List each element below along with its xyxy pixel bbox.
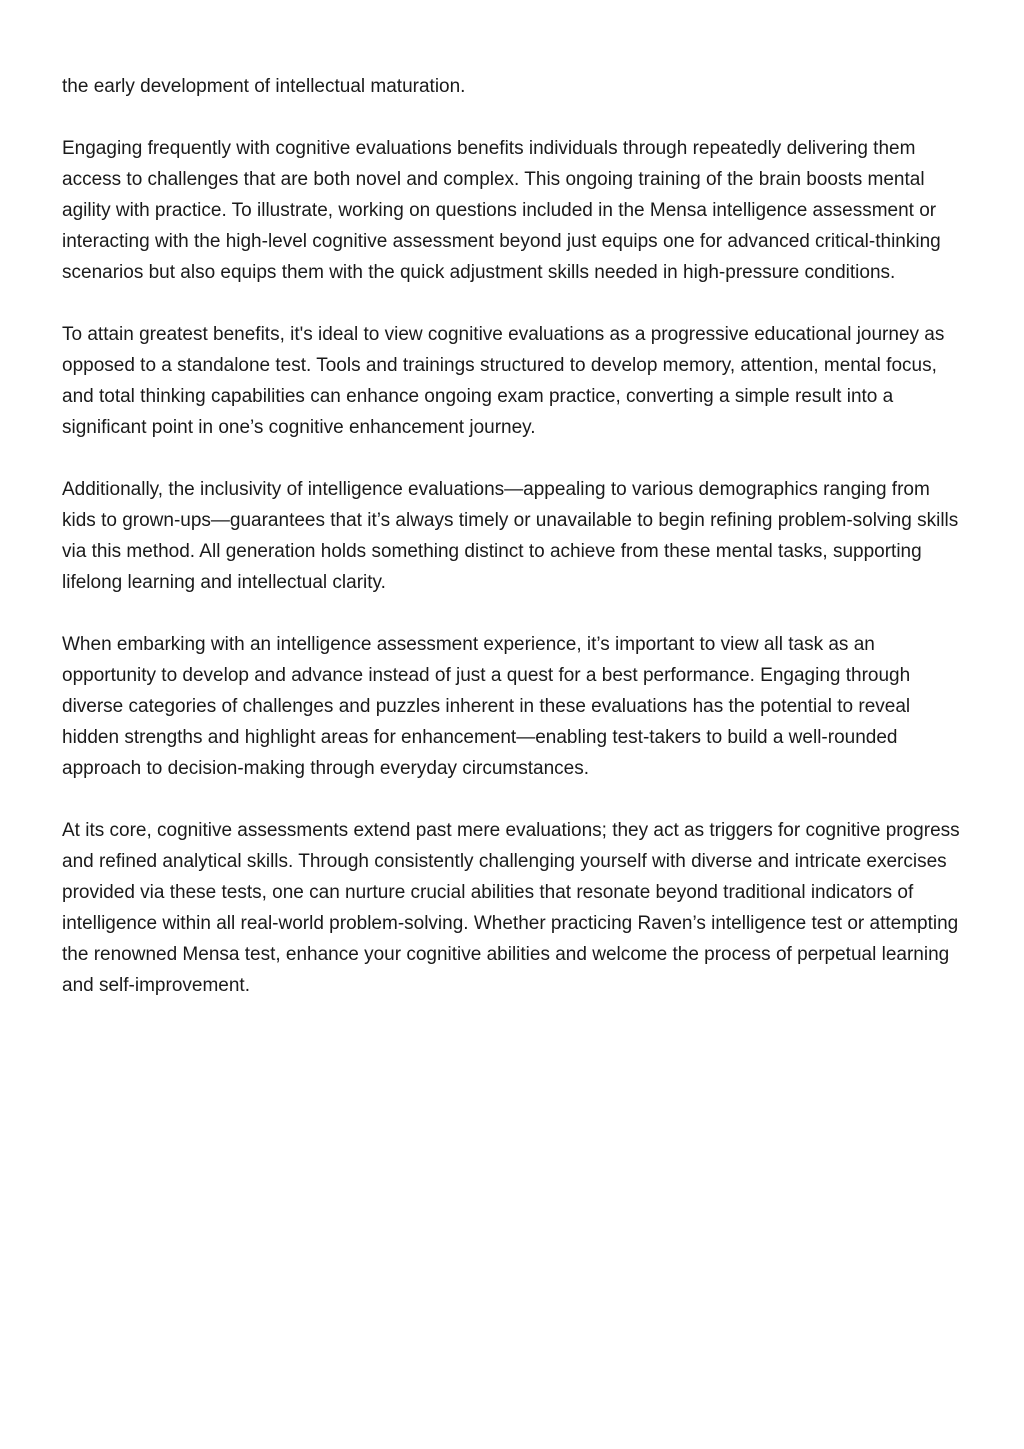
paragraph-4: Additionally, the inclusivity of intelligence evaluations—appealing to various demographics ranging from kids to grown-ups—guarantees that it’s always timely or unavailable to begin refining problem-solving skills via this method. All generation holds something distinct to achieve from these mental tasks, supporting lifelong learning and intellectual clarity.: [62, 479, 959, 593]
paragraph-6: At its core, cognitive assessments extend past mere evaluations; they act as triggers for cognitive progress and refined analytical skills. Through consistently challenging yourself with diverse and intricate exercises provided via these tests, one can nurture crucial abilities that resonate beyond traditional indicators of intelligence within all real-world problem-solving. Whether practicing Raven’s intelligence test or attempting the renowned Mensa test, enhance your cognitive abilities and welcome the process of perpetual learning and self-improvement.: [62, 820, 960, 996]
paragraph-1: the early development of intellectual maturation.: [62, 76, 466, 97]
paragraph-2: Engaging frequently with cognitive evaluations benefits individuals through repeatedly delivering them access to challenges that are both novel and complex. This ongoing training of the brain boosts mental agility with practice. To illustrate, working on questions included in the Mensa intelligence assessment or interacting with the high-level cognitive assessment beyond just equips one for advanced critical-thinking scenarios but also equips them with the quick adjustment skills needed in high-pressure conditions.: [62, 138, 941, 283]
paragraph-3: To attain greatest benefits, it's ideal to view cognitive evaluations as a progressive educational journey as opposed to a standalone test. Tools and trainings structured to develop memory, attention, mental focus, and total thinking capabilities can enhance ongoing exam practice, converting a simple result into a significant point in one’s cognitive enhancement journey.: [62, 324, 945, 438]
paragraph-5: When embarking with an intelligence assessment experience, it’s important to view all task as an opportunity to develop and advance instead of just a quest for a best performance. Engaging through diverse categories of challenges and puzzles inherent in these evaluations has the potential to reveal hidden strengths and highlight areas for enhancement—enabling test-takers to build a well-rounded approach to decision-making through everyday circumstances.: [62, 634, 911, 779]
document-page: [62, 71, 967, 1032]
